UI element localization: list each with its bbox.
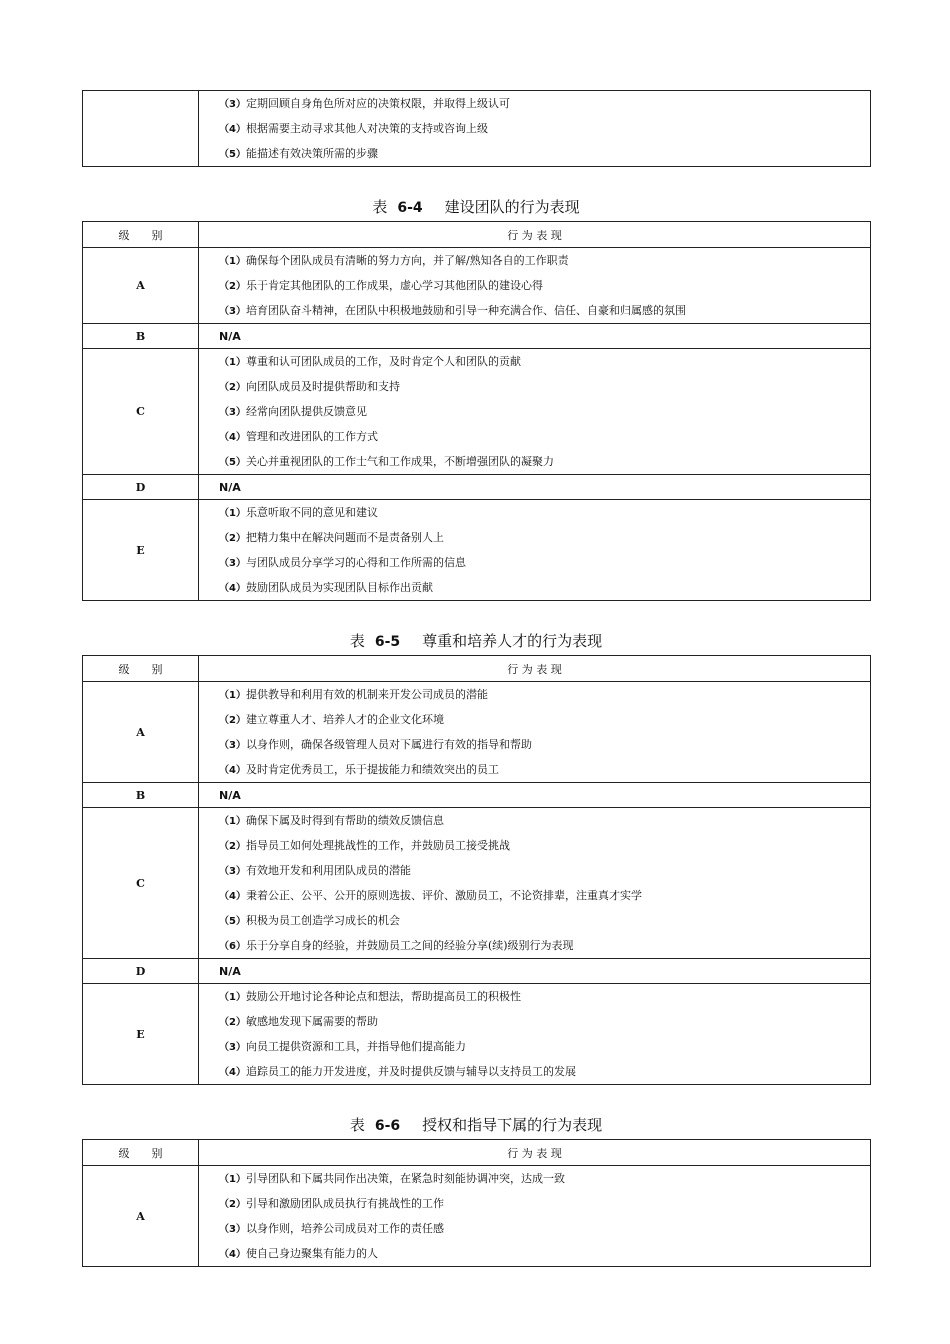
behavior-item [219, 1241, 870, 1266]
item-number: （4） [219, 765, 246, 776]
item-text: 有效地开发和利用团队成员的潜能 [245, 864, 411, 877]
caption-number: 6-5 [374, 634, 401, 650]
item-text: 鼓励团队成员为实现团队目标作出贡献 [245, 581, 433, 594]
behavior-item [219, 732, 870, 757]
item-number: （2） [219, 841, 246, 852]
item-text: 以身作则，确保各级管理人员对下属进行有效的指导和帮助 [245, 738, 532, 751]
item-number: （4） [219, 124, 246, 135]
item-text: 向团队成员及时提供帮助和支持 [245, 380, 400, 393]
item-text: 鼓励公开地讨论各种论点和想法，帮助提高员工的积极性 [245, 990, 521, 1003]
item-number: （1） [219, 256, 246, 267]
level-cell: B [83, 783, 199, 808]
table-row [83, 783, 871, 808]
table-row [83, 475, 871, 500]
behavior-item [219, 1166, 870, 1191]
item-number: （3） [219, 558, 246, 569]
table-caption [82, 1113, 870, 1137]
continued-table [82, 90, 871, 167]
table-row [83, 808, 871, 959]
item-number: （2） [219, 1017, 246, 1028]
item-number: （2） [219, 382, 246, 393]
item-text: 与团队成员分享学习的心得和工作所需的信息 [245, 556, 466, 569]
behavior-item [219, 1009, 870, 1034]
item-number: （6） [219, 941, 246, 952]
item-number: （4） [219, 891, 246, 902]
item-number: （5） [219, 149, 246, 160]
header-behavior: 行 为 表 现 [199, 222, 871, 248]
behavior-table [82, 1139, 871, 1267]
behavior-item [219, 399, 870, 424]
behavior-item [219, 908, 870, 933]
behavior-cell [199, 500, 871, 601]
item-number: （2） [219, 533, 246, 544]
item-number: （5） [219, 916, 246, 927]
item-number: （5） [219, 457, 246, 468]
behavior-item [219, 858, 870, 883]
header-behavior: 行 为 表 现 [199, 1140, 871, 1166]
item-text: 秉着公正、公平、公开的原则选拔、评价、激励员工，不论资排辈，注重真才实学 [245, 889, 642, 902]
table-row [83, 959, 871, 984]
behavior-item [219, 500, 870, 525]
item-text: 提供教导和利用有效的机制来开发公司成员的潜能 [245, 688, 488, 701]
caption-title: 授权和指导下属的行为表现 [422, 1116, 603, 1134]
behavior-cell [199, 349, 871, 475]
document-page [82, 90, 870, 1267]
caption-prefix: 表 [372, 198, 388, 216]
na-cell: N/A [199, 475, 871, 500]
behavior-item [219, 575, 870, 600]
behavior-item [219, 550, 870, 575]
item-number: （1） [219, 1174, 246, 1185]
behavior-cell [199, 984, 871, 1085]
behavior-item [219, 984, 870, 1009]
behavior-item [219, 1216, 870, 1241]
behavior-item [219, 933, 870, 958]
behavior-cell [199, 682, 871, 783]
table-caption [82, 195, 870, 219]
behavior-item [219, 1034, 870, 1059]
level-cell: C [83, 808, 199, 959]
behavior-item [219, 682, 870, 707]
item-number: （3） [219, 306, 246, 317]
item-text: 以身作则，培养公司成员对工作的责任感 [245, 1222, 444, 1235]
table-caption [82, 629, 870, 653]
item-text: 引导团队和下属共同作出决策，在紧急时刻能协调冲突，达成一致 [245, 1172, 565, 1185]
behavior-item [219, 91, 870, 116]
behavior-item [219, 424, 870, 449]
level-cell: A [83, 682, 199, 783]
item-text: 能描述有效决策所需的步骤 [245, 147, 378, 160]
item-text: 培育团队奋斗精神，在团队中积极地鼓励和引导一种充满合作、信任、自豪和归属感的氛围 [245, 304, 686, 317]
table-header-row [83, 656, 871, 682]
item-text: 向员工提供资源和工具，并指导他们提高能力 [245, 1040, 466, 1053]
item-text: 追踪员工的能力开发进度，并及时提供反馈与辅导以支持员工的发展 [245, 1065, 576, 1078]
behavior-cell [199, 1166, 871, 1267]
item-text: 敏感地发现下属需要的帮助 [245, 1015, 378, 1028]
na-cell: N/A [199, 783, 871, 808]
item-text: 指导员工如何处理挑战性的工作，并鼓励员工接受挑战 [245, 839, 510, 852]
item-number: （1） [219, 816, 246, 827]
behavior-item [219, 1059, 870, 1084]
behavior-cell [199, 91, 871, 167]
header-level: 级 别 [83, 222, 199, 248]
level-cell: B [83, 324, 199, 349]
item-number: （3） [219, 407, 246, 418]
behavior-cell [199, 248, 871, 324]
item-text: 乐于肯定其他团队的工作成果，虚心学习其他团队的建设心得 [245, 279, 543, 292]
item-text: 乐于分享自身的经验，并鼓励员工之间的经验分享(续)级别行为表现 [245, 939, 574, 952]
item-text: 引导和激励团队成员执行有挑战性的工作 [245, 1197, 444, 1210]
caption-title: 尊重和培养人才的行为表现 [422, 632, 603, 650]
level-cell: A [83, 1166, 199, 1267]
item-number: （2） [219, 1199, 246, 1210]
behavior-item [219, 349, 870, 374]
level-cell: A [83, 248, 199, 324]
caption-number: 6-6 [374, 1118, 401, 1134]
item-number: （2） [219, 715, 246, 726]
item-text: 使自己身边聚集有能力的人 [245, 1247, 378, 1260]
item-text: 把精力集中在解决问题而不是责备别人上 [245, 531, 444, 544]
item-text: 定期回顾自身角色所对应的决策权限，并取得上级认可 [245, 97, 510, 110]
item-text: 确保下属及时得到有帮助的绩效反馈信息 [245, 814, 444, 827]
level-cell [83, 91, 199, 167]
item-number: （3） [219, 1042, 246, 1053]
header-level: 级 别 [83, 1140, 199, 1166]
item-number: （4） [219, 1249, 246, 1260]
table-row [83, 349, 871, 475]
behavior-item [219, 1191, 870, 1216]
item-number: （4） [219, 583, 246, 594]
table-header-row [83, 222, 871, 248]
item-text: 经常向团队提供反馈意见 [245, 405, 367, 418]
caption-number: 6-4 [397, 200, 423, 216]
behavior-item [219, 883, 870, 908]
item-text: 关心并重视团队的工作士气和工作成果，不断增强团队的凝聚力 [245, 455, 554, 468]
item-number: （3） [219, 99, 246, 110]
item-number: （1） [219, 508, 246, 519]
header-behavior: 行 为 表 现 [199, 656, 871, 682]
level-cell: D [83, 959, 199, 984]
caption-prefix: 表 [349, 632, 365, 650]
table-row [83, 1166, 871, 1267]
table-row [83, 500, 871, 601]
item-number: （3） [219, 1224, 246, 1235]
item-text: 管理和改进团队的工作方式 [245, 430, 378, 443]
item-text: 及时肯定优秀员工，乐于提拔能力和绩效突出的员工 [245, 763, 499, 776]
item-number: （3） [219, 866, 246, 877]
header-level: 级 别 [83, 656, 199, 682]
level-cell: C [83, 349, 199, 475]
behavior-item [219, 707, 870, 732]
item-number: （3） [219, 740, 246, 751]
behavior-item [219, 808, 870, 833]
item-number: （1） [219, 690, 246, 701]
level-cell: D [83, 475, 199, 500]
table-row [83, 91, 871, 167]
item-text: 积极为员工创造学习成长的机会 [245, 914, 400, 927]
level-cell: E [83, 500, 199, 601]
table-header-row [83, 1140, 871, 1166]
behavior-item [219, 141, 870, 166]
behavior-item [219, 248, 870, 273]
caption-title: 建设团队的行为表现 [444, 198, 580, 216]
item-text: 尊重和认可团队成员的工作，及时肯定个人和团队的贡献 [245, 355, 521, 368]
na-cell: N/A [199, 324, 871, 349]
item-number: （1） [219, 357, 246, 368]
behavior-item [219, 116, 870, 141]
behavior-table [82, 221, 871, 601]
item-text: 根据需要主动寻求其他人对决策的支持或咨询上级 [245, 122, 488, 135]
item-number: （4） [219, 1067, 246, 1078]
item-number: （2） [219, 281, 246, 292]
table-row [83, 324, 871, 349]
item-number: （1） [219, 992, 246, 1003]
behavior-table [82, 655, 871, 1085]
behavior-item [219, 833, 870, 858]
behavior-item [219, 374, 870, 399]
behavior-item [219, 273, 870, 298]
behavior-item [219, 298, 870, 323]
behavior-item [219, 757, 870, 782]
item-text: 建立尊重人才、培养人才的企业文化环境 [245, 713, 444, 726]
item-text: 乐意听取不同的意见和建议 [245, 506, 378, 519]
caption-prefix: 表 [349, 1116, 365, 1134]
table-row [83, 984, 871, 1085]
table-row [83, 682, 871, 783]
table-row [83, 248, 871, 324]
na-cell: N/A [199, 959, 871, 984]
item-text: 确保每个团队成员有清晰的努力方向，并了解/熟知各自的工作职责 [245, 254, 569, 267]
behavior-cell [199, 808, 871, 959]
level-cell: E [83, 984, 199, 1085]
tables-container [82, 195, 870, 1267]
item-number: （4） [219, 432, 246, 443]
behavior-item [219, 525, 870, 550]
behavior-item [219, 449, 870, 474]
